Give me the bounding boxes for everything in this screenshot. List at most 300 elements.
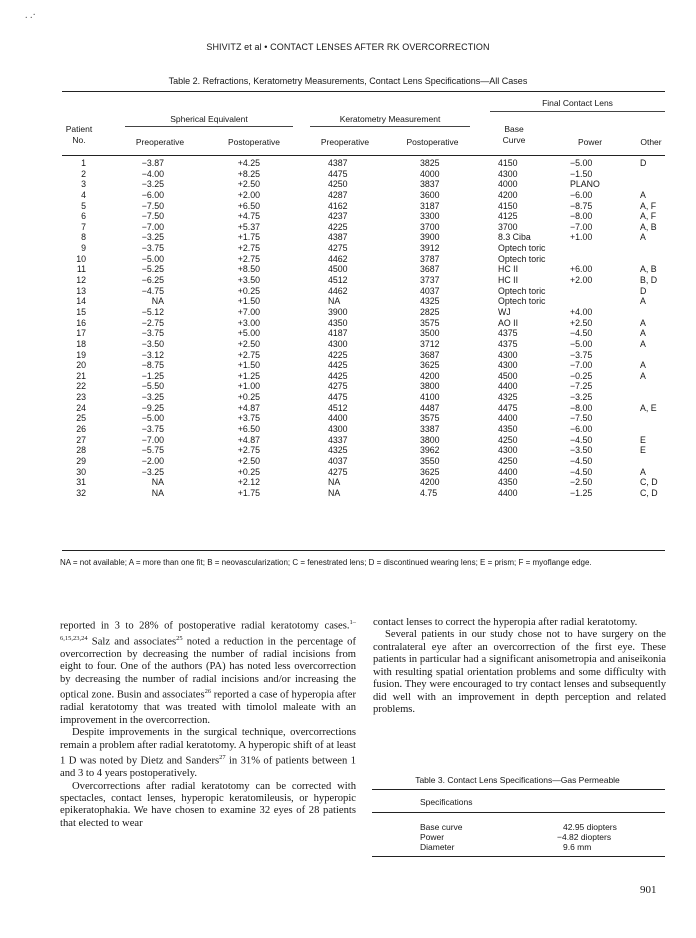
final-contact-lens-rule bbox=[490, 111, 665, 112]
cell-se-preop: −7.50 bbox=[141, 211, 164, 222]
cell-patient-no: 15 bbox=[76, 306, 86, 317]
cell-k-postop: 3550 bbox=[420, 455, 440, 466]
cell-base-curve: 4300 bbox=[498, 360, 518, 371]
cell-power: −7.00 bbox=[570, 221, 593, 232]
cell-base-curve: 4375 bbox=[498, 328, 518, 339]
cell-se-preop: −6.00 bbox=[141, 189, 164, 200]
cell-k-preop: 4300 bbox=[328, 338, 348, 349]
table-row bbox=[0, 296, 696, 307]
body-column-right bbox=[373, 617, 666, 717]
reference-superscript: 25 bbox=[176, 634, 183, 642]
paragraph-text: in 31% of patients between 1 and 3 to 4 years postoperatively. bbox=[60, 755, 356, 780]
col-header-se-postop: Postoperative bbox=[228, 137, 280, 147]
paragraph bbox=[60, 727, 356, 780]
cell-power: −7.25 bbox=[570, 381, 593, 392]
cell-se-postop: +3.75 bbox=[237, 413, 260, 424]
cell-se-preop: −2.75 bbox=[141, 317, 164, 328]
body-column-left bbox=[60, 617, 356, 830]
cell-k-postop: 3625 bbox=[420, 466, 440, 477]
cell-base-curve: AO II bbox=[498, 317, 519, 328]
table-row bbox=[0, 307, 696, 318]
cell-patient-no: 5 bbox=[81, 200, 86, 211]
cell-base-curve: 4300 bbox=[498, 445, 518, 456]
paragraph bbox=[60, 617, 356, 727]
cell-other: A, B bbox=[640, 221, 657, 232]
table2-body bbox=[0, 158, 696, 499]
cell-base-curve: 4350 bbox=[498, 424, 518, 435]
col-header-curve: Curve bbox=[502, 135, 526, 145]
cell-se-preop: −7.50 bbox=[141, 200, 164, 211]
cell-k-preop: 4512 bbox=[328, 275, 348, 286]
cell-se-postop: +1.75 bbox=[237, 232, 260, 243]
cell-se-preop: −3.75 bbox=[141, 328, 164, 339]
cell-k-postop: 3625 bbox=[420, 360, 440, 371]
cell-se-preop: −3.12 bbox=[141, 349, 164, 360]
cell-other: C, D bbox=[640, 487, 658, 498]
table-row bbox=[0, 424, 696, 435]
cell-patient-no: 25 bbox=[76, 413, 86, 424]
cell-other: E bbox=[640, 445, 646, 456]
table-row bbox=[0, 413, 696, 424]
cell-se-preop: −3.75 bbox=[141, 243, 164, 254]
cell-base-curve: Optech toric bbox=[498, 285, 546, 296]
cell-se-postop: +1.50 bbox=[237, 360, 260, 371]
cell-se-preop: −3.50 bbox=[141, 338, 164, 349]
cell-base-curve: 4400 bbox=[498, 487, 518, 498]
table-row bbox=[0, 179, 696, 190]
paragraph-text: Despite improvements in the surgical technique, overcorrections remain a problem after radial keratotomy. A hyperopic shift of at least 1 D was noted by Dietz and Sanders bbox=[60, 727, 356, 767]
cell-k-postop: 3387 bbox=[420, 424, 440, 435]
table-row bbox=[0, 318, 696, 329]
table-row bbox=[0, 243, 696, 254]
cell-se-postop: +7.00 bbox=[237, 306, 260, 317]
cell-power: −4.50 bbox=[570, 466, 593, 477]
cell-power: −3.75 bbox=[570, 349, 593, 360]
table-row bbox=[0, 232, 696, 243]
cell-k-postop: 3575 bbox=[420, 317, 440, 328]
keratometry-rule bbox=[310, 126, 470, 127]
cell-patient-no: 11 bbox=[76, 264, 86, 275]
table-row bbox=[0, 435, 696, 446]
cell-k-postop: 4325 bbox=[420, 296, 440, 307]
table2-caption: Table 2. Refractions, Keratometry Measurements, Contact Lens Specifications—All Cases bbox=[168, 76, 528, 86]
cell-se-postop: +5.37 bbox=[237, 221, 260, 232]
table-row bbox=[0, 158, 696, 169]
cell-power: −6.00 bbox=[570, 424, 593, 435]
cell-se-preop: −5.75 bbox=[141, 445, 164, 456]
table3-header: Specifications bbox=[420, 797, 473, 807]
cell-other: B, D bbox=[640, 275, 658, 286]
cell-se-postop: +2.50 bbox=[237, 179, 260, 190]
cell-k-preop: NA bbox=[328, 487, 341, 498]
cell-patient-no: 19 bbox=[76, 349, 86, 360]
paragraph-text: noted a reduction in the percentage of overcorrection by decreasing the number of radial incisions from eight to four. One of the authors (PA) has noted less overcorrection by decreasing the number of radial incisions and/or increasing the optical zone. Busin and associates bbox=[60, 636, 356, 701]
cell-base-curve: 4500 bbox=[498, 370, 518, 381]
cell-se-postop: +0.25 bbox=[237, 392, 260, 403]
cell-se-preop: NA bbox=[151, 487, 164, 498]
cell-power: +2.00 bbox=[570, 275, 593, 286]
cell-se-preop: −5.25 bbox=[141, 264, 164, 275]
table-row bbox=[0, 286, 696, 297]
cell-k-preop: 4512 bbox=[328, 402, 348, 413]
cell-se-postop: +4.87 bbox=[237, 434, 260, 445]
cell-power: −1.25 bbox=[570, 487, 593, 498]
cell-patient-no: 27 bbox=[76, 434, 86, 445]
cell-k-preop: 4337 bbox=[328, 434, 348, 445]
cell-k-postop: 3912 bbox=[420, 243, 440, 254]
cell-k-postop: 4000 bbox=[420, 168, 440, 179]
cell-power: PLANO bbox=[570, 179, 600, 190]
cell-patient-no: 22 bbox=[76, 381, 86, 392]
cell-patient-no: 32 bbox=[76, 487, 86, 498]
cell-k-postop: 2825 bbox=[420, 306, 440, 317]
col-header-se-preop: Preoperative bbox=[135, 137, 185, 147]
cell-power: +4.00 bbox=[570, 306, 593, 317]
cell-base-curve: 4400 bbox=[498, 413, 518, 424]
scan-speck-marks: . .· bbox=[25, 10, 36, 21]
cell-other: C, D bbox=[640, 477, 658, 488]
cell-k-preop: 4462 bbox=[328, 285, 348, 296]
cell-k-preop: 4275 bbox=[328, 381, 348, 392]
table-row bbox=[0, 371, 696, 382]
table-row bbox=[0, 211, 696, 222]
table-row bbox=[0, 190, 696, 201]
cell-base-curve: 4325 bbox=[498, 392, 518, 403]
paragraph-text: reported in 3 to 28% of postoperative radial keratotomy cases. bbox=[60, 620, 350, 632]
cell-patient-no: 10 bbox=[76, 253, 86, 264]
cell-patient-no: 21 bbox=[76, 370, 86, 381]
cell-power: −5.00 bbox=[570, 338, 593, 349]
cell-other: A bbox=[640, 360, 646, 371]
cell-base-curve: 4375 bbox=[498, 338, 518, 349]
cell-k-postop: 3500 bbox=[420, 328, 440, 339]
cell-base-curve: 4200 bbox=[498, 189, 518, 200]
cell-k-postop: 4487 bbox=[420, 402, 440, 413]
cell-se-preop: −5.00 bbox=[141, 253, 164, 264]
cell-se-preop: −3.25 bbox=[141, 392, 164, 403]
cell-k-postop: 3300 bbox=[420, 211, 440, 222]
cell-se-preop: −1.25 bbox=[141, 370, 164, 381]
cell-patient-no: 4 bbox=[81, 189, 86, 200]
cell-k-preop: 4275 bbox=[328, 466, 348, 477]
cell-power: −7.00 bbox=[570, 360, 593, 371]
table2-footnote: NA = not available; A = more than one fit; B = neovascularization; C = fenestrated lens; D = discontinued wearing lens; E = prism; F = myoflange edge. bbox=[60, 558, 592, 567]
cell-base-curve: 4250 bbox=[498, 455, 518, 466]
cell-se-preop: −3.25 bbox=[141, 232, 164, 243]
cell-patient-no: 18 bbox=[76, 338, 86, 349]
cell-base-curve: 4125 bbox=[498, 211, 518, 222]
cell-se-postop: +4.75 bbox=[237, 211, 260, 222]
cell-base-curve: 4300 bbox=[498, 168, 518, 179]
cell-patient-no: 1 bbox=[81, 158, 86, 168]
table-row bbox=[0, 403, 696, 414]
cell-k-postop: 3600 bbox=[420, 189, 440, 200]
cell-k-postop: 3187 bbox=[420, 200, 440, 211]
cell-other: A bbox=[640, 296, 646, 307]
cell-se-postop: +5.00 bbox=[237, 328, 260, 339]
cell-k-postop: 3687 bbox=[420, 264, 440, 275]
cell-se-preop: −9.25 bbox=[141, 402, 164, 413]
cell-base-curve: 4150 bbox=[498, 200, 518, 211]
cell-base-curve: Optech toric bbox=[498, 253, 546, 264]
cell-k-preop: 4475 bbox=[328, 392, 348, 403]
cell-k-preop: 4237 bbox=[328, 211, 348, 222]
cell-k-preop: 4462 bbox=[328, 253, 348, 264]
cell-se-preop: −6.25 bbox=[141, 275, 164, 286]
cell-base-curve: 4350 bbox=[498, 477, 518, 488]
cell-k-postop: 3575 bbox=[420, 413, 440, 424]
col-header-k-postop: Postoperative bbox=[406, 137, 459, 147]
cell-other: A bbox=[640, 189, 646, 200]
cell-other: A, B bbox=[640, 264, 657, 275]
final-contact-lens-header: Final Contact Lens bbox=[542, 98, 613, 108]
keratometry-header: Keratometry Measurement bbox=[339, 114, 441, 124]
cell-se-postop: +0.25 bbox=[237, 466, 260, 477]
col-header-patient: Patient bbox=[65, 124, 93, 134]
cell-se-preop: −4.75 bbox=[141, 285, 164, 296]
cell-other: E bbox=[640, 434, 646, 445]
cell-power: −7.50 bbox=[570, 413, 593, 424]
cell-se-postop: +8.25 bbox=[237, 168, 260, 179]
cell-base-curve: 4400 bbox=[498, 381, 518, 392]
cell-k-preop: 4350 bbox=[328, 317, 348, 328]
cell-k-postop: 3900 bbox=[420, 232, 440, 243]
cell-other: A, F bbox=[640, 200, 657, 211]
cell-se-postop: +2.12 bbox=[237, 477, 260, 488]
table-row bbox=[0, 477, 696, 488]
cell-se-postop: +6.50 bbox=[237, 200, 260, 211]
cell-patient-no: 28 bbox=[76, 445, 86, 456]
cell-base-curve: WJ bbox=[498, 306, 511, 317]
cell-k-preop: 4387 bbox=[328, 232, 348, 243]
cell-k-preop: 4387 bbox=[328, 158, 348, 168]
cell-k-preop: 4275 bbox=[328, 243, 348, 254]
cell-patient-no: 26 bbox=[76, 424, 86, 435]
cell-k-postop: 3712 bbox=[420, 338, 440, 349]
running-head: SHIVITZ et al • CONTACT LENSES AFTER RK OVERCORRECTION bbox=[206, 42, 490, 52]
cell-k-preop: 4250 bbox=[328, 179, 348, 190]
cell-se-postop: +1.00 bbox=[237, 381, 260, 392]
cell-k-preop: 4187 bbox=[328, 328, 348, 339]
cell-power: −6.00 bbox=[570, 189, 593, 200]
page-number: 901 bbox=[640, 884, 657, 896]
cell-k-preop: 4500 bbox=[328, 264, 348, 275]
cell-se-postop: +4.25 bbox=[237, 158, 260, 168]
cell-other: A bbox=[640, 370, 646, 381]
cell-k-preop: 3900 bbox=[328, 306, 348, 317]
cell-power: −5.00 bbox=[570, 158, 593, 168]
paragraph: Several patients in our study chose not to have surgery on the contralateral eye after an overcorrection of the first eye. These patients in particular had a significant anisometropia and aniseikonia with resulting spatial orientation problems and some difficulty with fusion. They were encouraged to try contact lenses and subsequently did well with an improvement in depth perception and related problems. bbox=[373, 629, 666, 716]
cell-se-preop: NA bbox=[151, 477, 164, 488]
cell-k-postop: 3837 bbox=[420, 179, 440, 190]
cell-se-postop: +2.50 bbox=[237, 455, 260, 466]
cell-base-curve: 4000 bbox=[498, 179, 518, 190]
cell-patient-no: 17 bbox=[76, 328, 86, 339]
cell-base-curve: Optech toric bbox=[498, 243, 546, 254]
table3-top-rule bbox=[372, 789, 665, 790]
table-row bbox=[0, 264, 696, 275]
cell-patient-no: 24 bbox=[76, 402, 86, 413]
table3-row-power-value: −4.82 diopters bbox=[557, 832, 612, 842]
cell-se-postop: +2.50 bbox=[237, 338, 260, 349]
cell-base-curve: 4475 bbox=[498, 402, 518, 413]
cell-se-postop: +2.75 bbox=[237, 445, 260, 456]
cell-se-preop: −3.25 bbox=[141, 466, 164, 477]
cell-k-preop: 4425 bbox=[328, 370, 348, 381]
cell-patient-no: 20 bbox=[76, 360, 86, 371]
cell-k-postop: 3962 bbox=[420, 445, 440, 456]
cell-base-curve: 4400 bbox=[498, 466, 518, 477]
cell-k-preop: 4162 bbox=[328, 200, 348, 211]
cell-power: −1.50 bbox=[570, 168, 593, 179]
table3-bottom-rule bbox=[372, 856, 665, 857]
table3-row-diameter-value: 9.6 mm bbox=[563, 842, 592, 852]
cell-other: A, F bbox=[640, 211, 657, 222]
cell-k-preop: 4425 bbox=[328, 360, 348, 371]
cell-k-preop: 4475 bbox=[328, 168, 348, 179]
cell-power: +1.00 bbox=[570, 232, 593, 243]
cell-base-curve: Optech toric bbox=[498, 296, 546, 307]
cell-power: −3.25 bbox=[570, 392, 593, 403]
cell-k-preop: 4287 bbox=[328, 189, 348, 200]
cell-patient-no: 31 bbox=[76, 477, 86, 488]
col-header-power: Power bbox=[577, 137, 603, 147]
table3-row-base-curve-value: 42.95 diopters bbox=[563, 822, 617, 832]
table2-top-rule bbox=[62, 91, 665, 92]
cell-k-postop: 3687 bbox=[420, 349, 440, 360]
cell-k-postop: 3800 bbox=[420, 434, 440, 445]
cell-base-curve: 3700 bbox=[498, 221, 518, 232]
cell-patient-no: 23 bbox=[76, 392, 86, 403]
cell-patient-no: 13 bbox=[76, 285, 86, 296]
table3-row-power-label: Power bbox=[420, 832, 445, 842]
table-row bbox=[0, 254, 696, 265]
cell-k-postop: 4100 bbox=[420, 392, 440, 403]
cell-se-preop: −7.00 bbox=[141, 434, 164, 445]
cell-k-preop: NA bbox=[328, 477, 341, 488]
cell-se-postop: +1.25 bbox=[237, 370, 260, 381]
table3-row-base-curve-label: Base curve bbox=[420, 822, 463, 832]
cell-patient-no: 8 bbox=[81, 232, 86, 243]
cell-se-postop: +8.50 bbox=[237, 264, 260, 275]
cell-k-postop: 3737 bbox=[420, 275, 440, 286]
cell-se-preop: −3.25 bbox=[141, 179, 164, 190]
cell-k-postop: 4.75 bbox=[420, 487, 438, 498]
table-row bbox=[0, 275, 696, 286]
cell-other: A bbox=[640, 232, 646, 243]
table-row bbox=[0, 350, 696, 361]
table-row bbox=[0, 201, 696, 212]
cell-se-postop: +3.50 bbox=[237, 275, 260, 286]
cell-other: A bbox=[640, 466, 646, 477]
cell-k-postop: 3825 bbox=[420, 158, 440, 168]
table-row bbox=[0, 339, 696, 350]
cell-k-preop: NA bbox=[328, 296, 341, 307]
cell-base-curve: 4150 bbox=[498, 158, 518, 168]
reference-superscript: 26 bbox=[204, 688, 212, 696]
cell-power: +2.50 bbox=[570, 317, 593, 328]
cell-se-postop: +1.50 bbox=[237, 296, 260, 307]
table-row bbox=[0, 488, 696, 499]
cell-se-postop: +2.00 bbox=[237, 189, 260, 200]
cell-k-preop: 4325 bbox=[328, 445, 348, 456]
cell-power: −4.50 bbox=[570, 434, 593, 445]
cell-se-preop: NA bbox=[151, 296, 164, 307]
cell-k-postop: 3700 bbox=[420, 221, 440, 232]
cell-k-preop: 4300 bbox=[328, 424, 348, 435]
cell-patient-no: 3 bbox=[81, 179, 86, 190]
cell-power: −8.00 bbox=[570, 211, 593, 222]
table-row bbox=[0, 456, 696, 467]
cell-se-preop: −4.00 bbox=[141, 168, 164, 179]
cell-se-postop: +6.50 bbox=[237, 424, 260, 435]
cell-patient-no: 14 bbox=[76, 296, 86, 307]
reference-superscript: 27 bbox=[219, 754, 226, 762]
table-row bbox=[0, 328, 696, 339]
cell-se-preop: −5.00 bbox=[141, 413, 164, 424]
table-row bbox=[0, 222, 696, 233]
cell-se-preop: −5.50 bbox=[141, 381, 164, 392]
cell-se-preop: −3.87 bbox=[141, 158, 164, 168]
cell-power: −2.50 bbox=[570, 477, 593, 488]
cell-patient-no: 7 bbox=[81, 221, 86, 232]
cell-se-postop: +2.75 bbox=[237, 243, 260, 254]
cell-power: −3.50 bbox=[570, 445, 593, 456]
cell-k-preop: 4037 bbox=[328, 455, 348, 466]
col-header-k-preop: Preoperative bbox=[320, 137, 370, 147]
cell-patient-no: 29 bbox=[76, 455, 86, 466]
cell-se-postop: +0.25 bbox=[237, 285, 260, 296]
cell-se-postop: +1.75 bbox=[237, 487, 260, 498]
cell-k-preop: 4225 bbox=[328, 349, 348, 360]
table-row bbox=[0, 360, 696, 371]
reference-superscript: 1–6,15,23,24 bbox=[60, 619, 356, 642]
paragraph-text: reported a case of hyperopia after radial keratotomy that was treated with timolol maleate with an improvement in the overcorrection. bbox=[60, 689, 357, 726]
spherical-equivalent-rule bbox=[125, 126, 293, 127]
cell-k-postop: 4200 bbox=[420, 370, 440, 381]
cell-se-preop: −2.00 bbox=[141, 455, 164, 466]
cell-k-postop: 3800 bbox=[420, 381, 440, 392]
table3-caption: Table 3. Contact Lens Specifications—Gas Permeable bbox=[415, 775, 620, 785]
cell-other: A bbox=[640, 328, 646, 339]
cell-se-preop: −7.00 bbox=[141, 221, 164, 232]
cell-power: −8.00 bbox=[570, 402, 593, 413]
cell-other: A bbox=[640, 317, 646, 328]
cell-k-postop: 4200 bbox=[420, 477, 440, 488]
col-header-no: No. bbox=[72, 135, 86, 145]
spherical-equivalent-header: Spherical Equivalent bbox=[170, 114, 248, 124]
table3-row-diameter-label: Diameter bbox=[420, 842, 455, 852]
cell-base-curve: HC II bbox=[498, 275, 519, 286]
cell-base-curve: 8.3 Ciba bbox=[498, 232, 531, 243]
cell-other: D bbox=[640, 158, 647, 168]
cell-patient-no: 2 bbox=[81, 168, 86, 179]
cell-se-preop: −8.75 bbox=[141, 360, 164, 371]
table-row bbox=[0, 392, 696, 403]
cell-patient-no: 16 bbox=[76, 317, 86, 328]
cell-other: A, E bbox=[640, 402, 657, 413]
cell-k-postop: 4037 bbox=[420, 285, 440, 296]
cell-se-postop: +2.75 bbox=[237, 253, 260, 264]
cell-k-preop: 4225 bbox=[328, 221, 348, 232]
cell-power: +6.00 bbox=[570, 264, 593, 275]
paragraph-text: Salz and associates bbox=[87, 636, 177, 648]
cell-other: A bbox=[640, 338, 646, 349]
cell-base-curve: 4300 bbox=[498, 349, 518, 360]
cell-power: −4.50 bbox=[570, 328, 593, 339]
table-row bbox=[0, 445, 696, 456]
cell-other: D bbox=[640, 285, 647, 296]
